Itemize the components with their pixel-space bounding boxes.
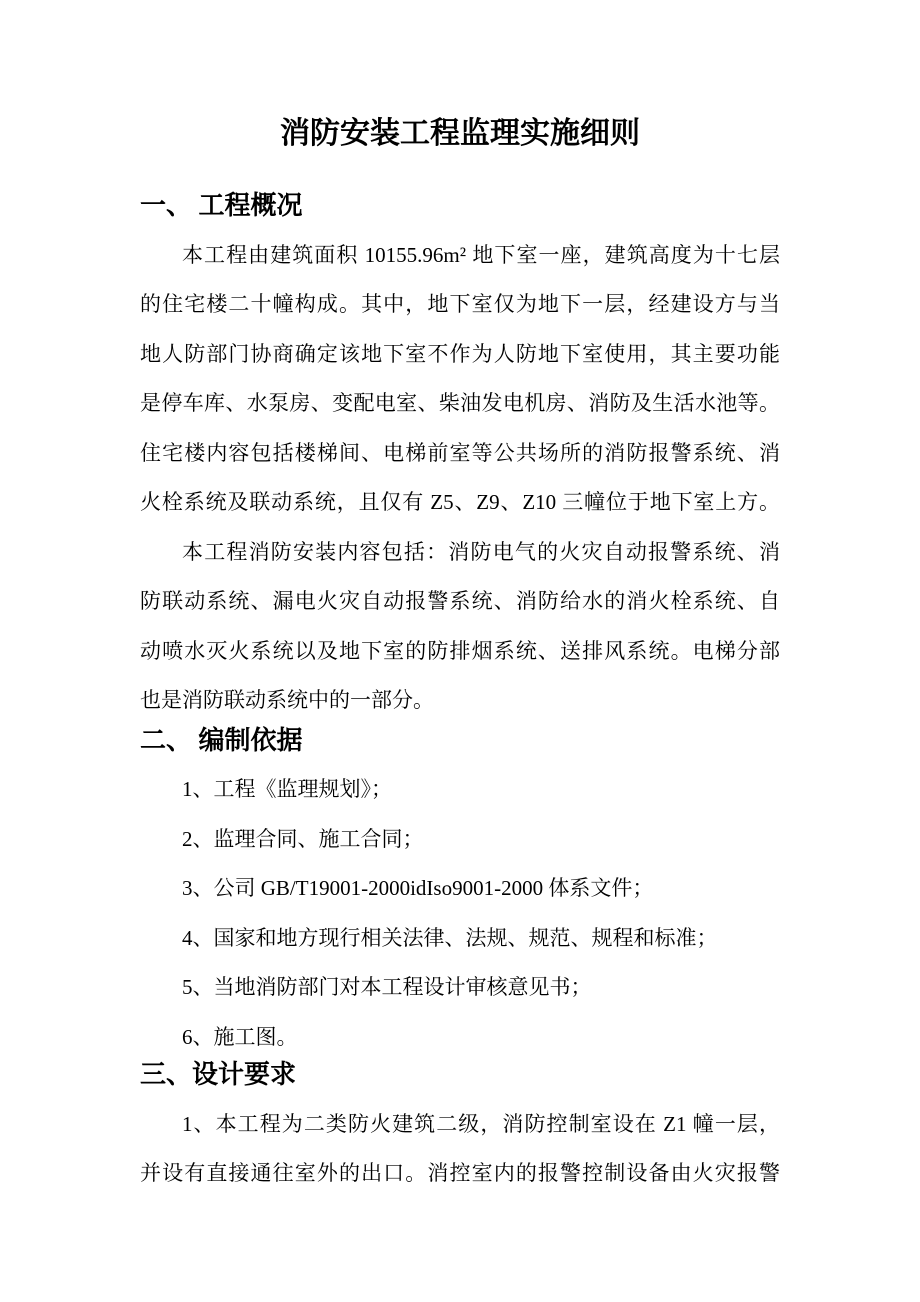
paragraph-line: 也是消防联动系统中的一部分。: [140, 688, 434, 712]
list-item: 2、监理合同、施工合同；: [182, 826, 424, 851]
paragraph-line: 动喷水灭火系统以及地下室的防排烟系统、送排风系统。电梯分部: [140, 638, 780, 663]
paragraph-line: 本工程消防安装内容包括：消防电气的火灾自动报警系统、消: [182, 539, 780, 564]
list-item: 4、国家和地方现行相关法律、法规、规范、规程和标准；: [182, 925, 718, 950]
list-item: 6、施工图。: [182, 1024, 298, 1049]
paragraph-line: 防联动系统、漏电火灾自动报警系统、消防给水的消火栓系统、自: [140, 589, 780, 613]
document-title: 消防安装工程监理实施细则: [280, 117, 640, 150]
paragraph-line: 1、本工程为二类防火建筑二级，消防控制室设在 Z1 幢一层，: [182, 1111, 780, 1136]
list-item: 3、公司 GB/T19001-2000idIso9001-2000 体系文件；: [182, 876, 654, 900]
paragraph-line: 火栓系统及联动系统，且仅有 Z5、Z9、Z10 三幢位于地下室上方。: [140, 490, 780, 514]
paragraph-line: 地人防部门协商确定该地下室不作为人防地下室使用，其主要功能: [140, 341, 780, 366]
section-heading-design-requirements: 三、设计要求: [140, 1060, 297, 1089]
list-item: 5、当地消防部门对本工程设计审核意见书；: [182, 975, 592, 999]
section-heading-project-overview: 一、 工程概况: [140, 191, 303, 220]
list-item: 1、工程《监理规划》；: [182, 777, 392, 801]
paragraph-line: 住宅楼内容包括楼梯间、电梯前室等公共场所的消防报警系统、消: [140, 440, 780, 465]
paragraph-line: 并设有直接通往室外的出口。消控室内的报警控制设备由火灾报警: [140, 1161, 780, 1185]
paragraph-line: 本工程由建筑面积 10155.96m² 地下室一座，建筑高度为十七层: [182, 242, 780, 267]
paragraph-line: 是停车库、水泵房、变配电室、柴油发电机房、消防及生活水池等。: [140, 391, 780, 415]
paragraph-line: 的住宅楼二十幢构成。其中，地下室仅为地下一层，经建设方与当: [140, 292, 780, 316]
section-heading-compilation-basis: 二、 编制依据: [140, 725, 303, 755]
